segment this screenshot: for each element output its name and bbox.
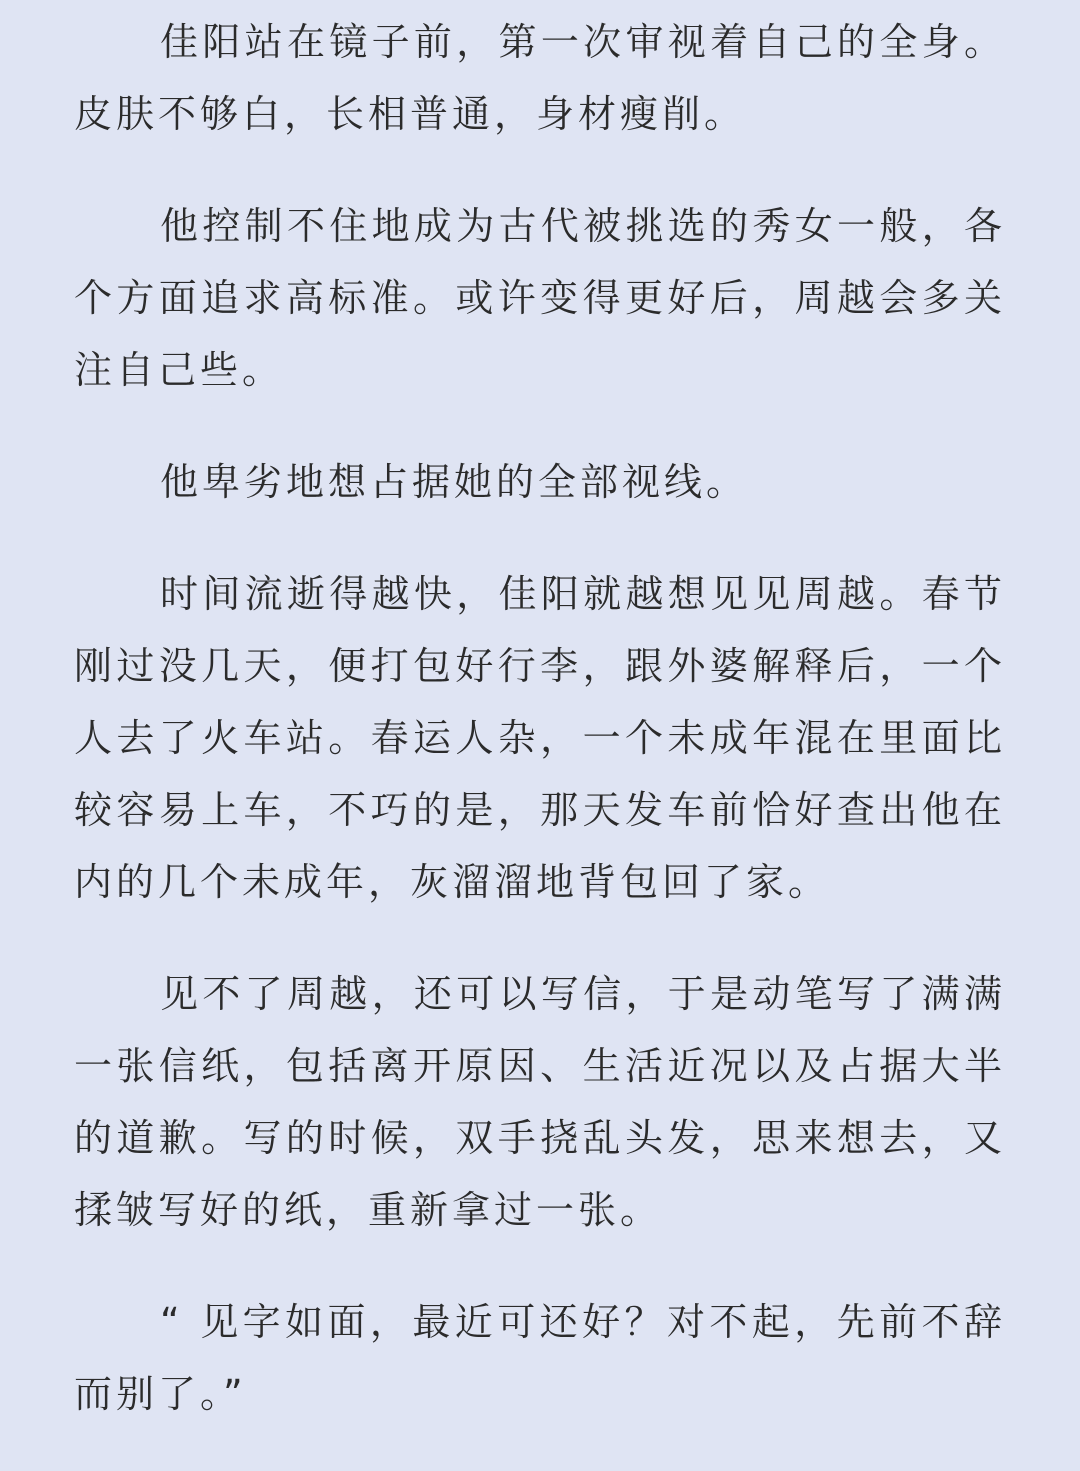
paragraph-2: 他控制不住地成为古代被挑选的秀女一般，各个方面追求高标准。或许变得更好后，周越会多关注自己些。 — [74, 204, 1006, 392]
paragraph-3: 他卑劣地想占据她的全部视线。 — [160, 460, 749, 504]
paragraph-4: 时间流逝得越快，佳阳就越想见见周越。春节刚过没几天，便打包好行李，跟外婆解释后，一个人去了火车站。春运人杂，一个未成年混在里面比较容易上车，不巧的是，那天发车前恰好查出他在内的几个未成年，灰溜溜地背包回了家。 — [74, 572, 1006, 904]
paragraph-5: 见不了周越，还可以写信，于是动笔写了满满一张信纸，包括离开原因、生活近况以及占据大半的道歉。写的时候，双手挠乱头发，思来想去，又揉皱写好的纸，重新拿过一张。 — [74, 972, 1006, 1232]
paragraph-6: “ 见字如面，最近可还好？对不起，先前不辞而别了。” — [74, 1300, 1006, 1416]
paragraph-1: 佳阳站在镜子前，第一次审视着自己的全身。皮肤不够白，长相普通，身材瘦削。 — [74, 20, 1006, 136]
